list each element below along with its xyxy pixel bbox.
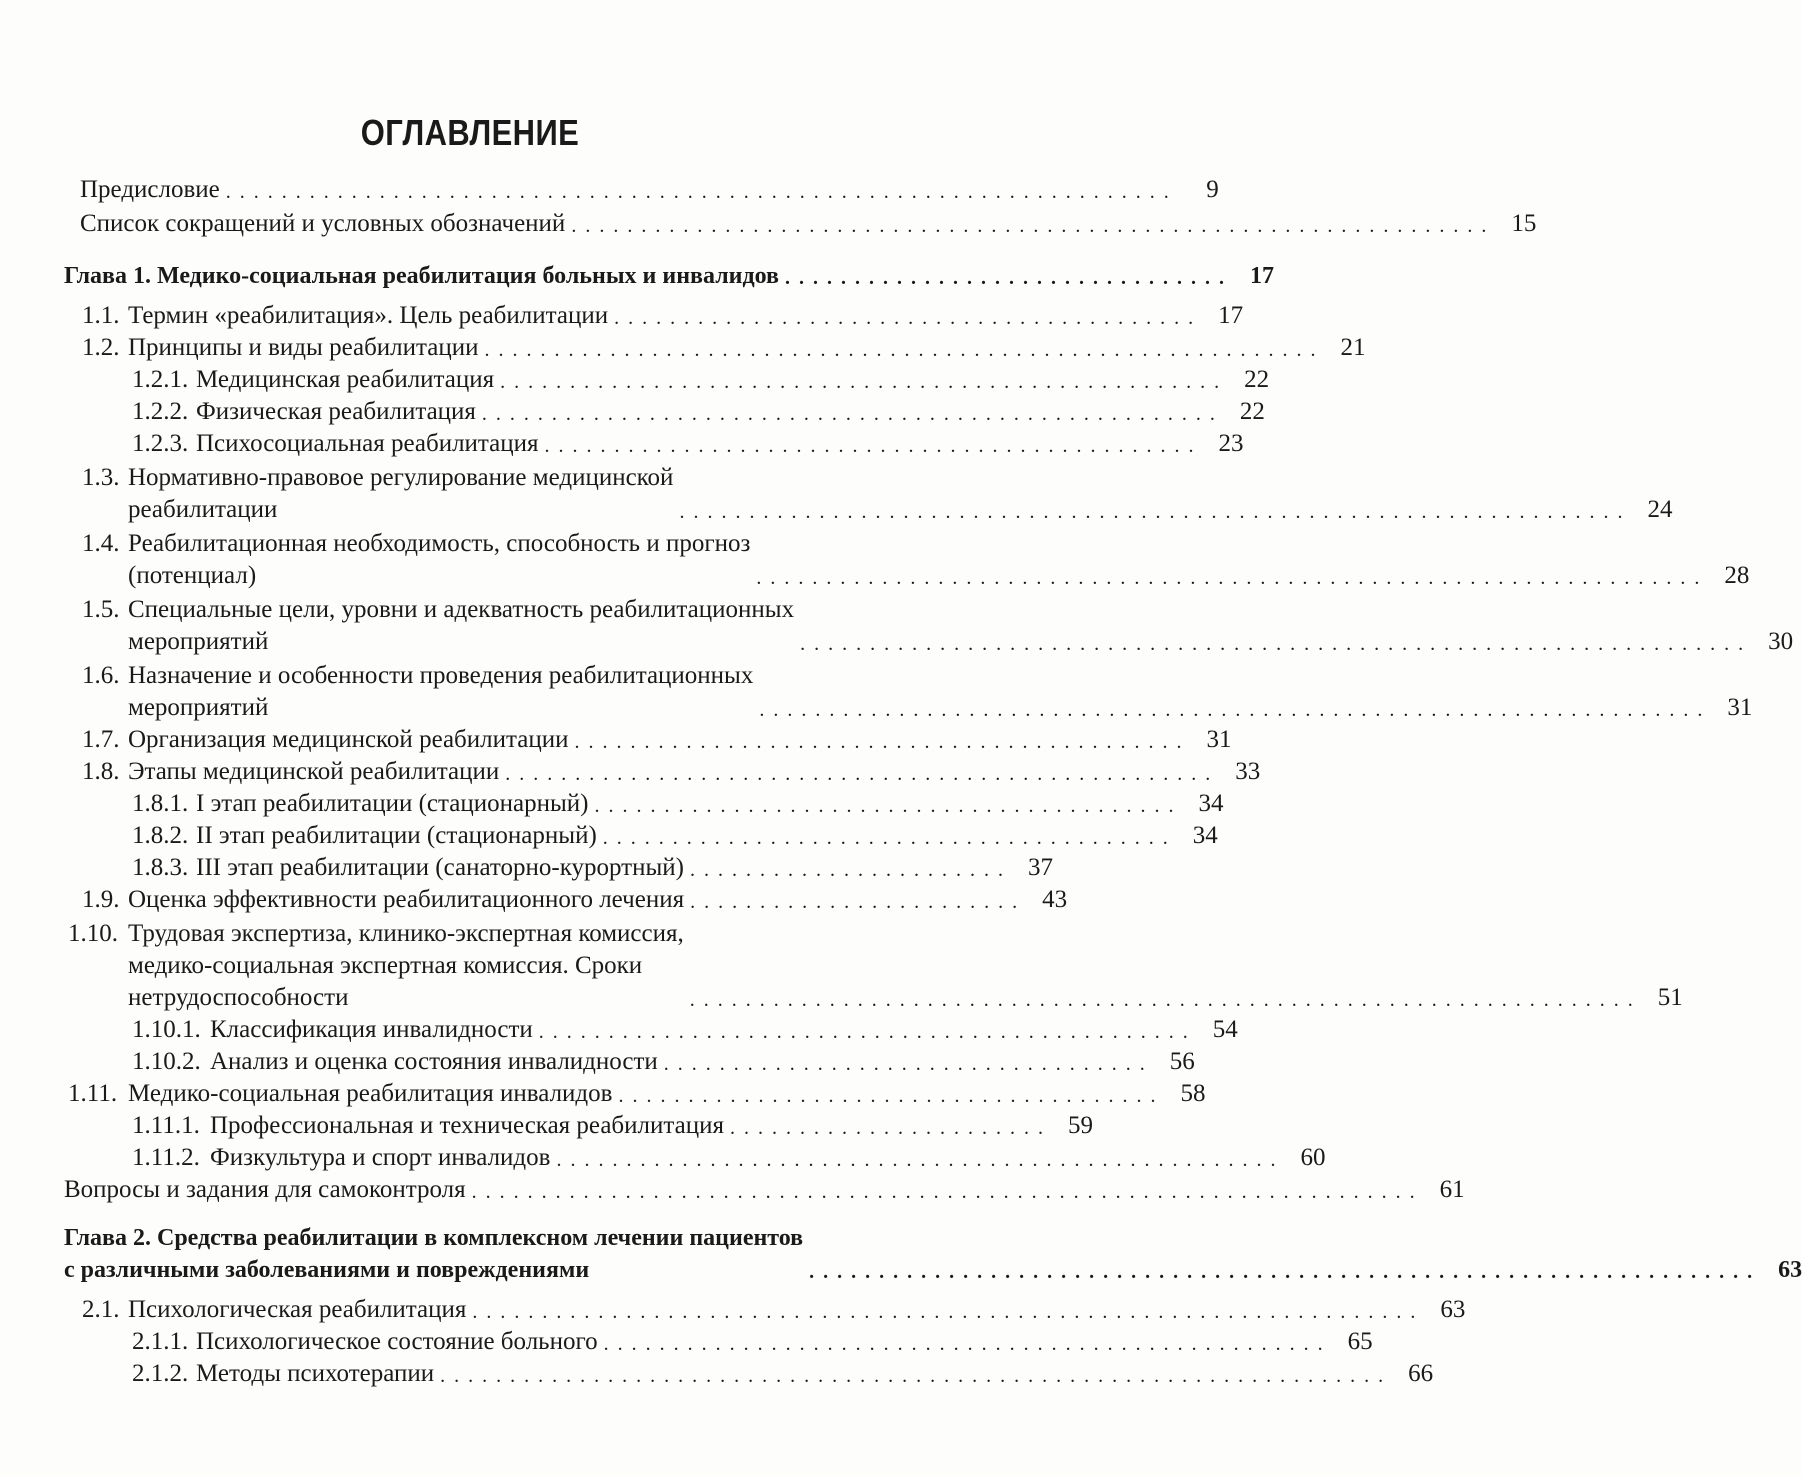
entry-label-line: Нормативно-правовое регулирование медицинской: [128, 464, 674, 491]
leader-dots: . . . . . . . . . . . . . . . . . . . . . . . . . . . . . . . . . . . . . . . . . . . .: [574, 731, 1184, 753]
leader-dots: . . . . . . . . . . . . . . . . . . . . . . .: [689, 859, 1005, 881]
entry-number: 1.2.1.: [132, 366, 189, 393]
toc-entry-1-2-3[interactable]: [132, 428, 1244, 460]
entry-number: 1.2.: [82, 334, 120, 361]
entry-page: 60: [1300, 1144, 1326, 1171]
leader-dots: . . . . . . . . . . . . . . . . . . . . . . . . . . . . . . . . . . . . . . . . . . . . . . .: [538, 1021, 1190, 1043]
entry-page: 58: [1180, 1080, 1206, 1107]
entry-label: Список сокращений и условных обозначений: [80, 210, 566, 237]
entry-page: 24: [1647, 496, 1673, 523]
leader-dots: . . . . . . . . . . . . . . . . . . . . . . .: [729, 1117, 1045, 1139]
entry-label-line: Специальные цели, уровни и адекватность реабилитационных: [128, 596, 795, 623]
entry-label-line: (потенциал): [128, 562, 257, 589]
entry-label: Физическая реабилитация: [196, 398, 476, 425]
entry-number: 1.11.2.: [132, 1144, 200, 1171]
entry-page: 63: [1440, 1296, 1466, 1323]
toc-entry-1-6[interactable]: [82, 660, 1753, 724]
entry-label-line: мероприятий: [128, 694, 269, 721]
toc-entry-1-8[interactable]: [82, 756, 1261, 788]
entry-label: [64, 1222, 803, 1286]
entry-label-line: с различными заболеваниями и повреждениями: [64, 1257, 590, 1283]
page-title: ОГЛАВЛЕНИЕ: [360, 112, 580, 153]
entry-label: Этапы медицинской реабилитации: [128, 758, 500, 785]
leader-dots: . . . . . . . . . . . . . . . . . . . . . . . . . . . . . . . . . . . . . . . . . . . . . . . . . . . . . . . . . . . . . . . . . . . .: [800, 633, 1746, 655]
toc-entry-1-2-1[interactable]: [132, 364, 1270, 396]
leader-dots: . . . . . . . . . . . . . . . . . . . . . . . . . . . . . . . . . . . . . . . . . . . . . . . . . . . . . . . . . . . . . . . . . .: [571, 215, 1489, 237]
toc-entry-abbreviations[interactable]: [80, 208, 1537, 240]
toc-entry-1-9[interactable]: [82, 884, 1068, 916]
entry-label: Психосоциальная реабилитация: [196, 430, 539, 457]
entry-page: 54: [1212, 1016, 1238, 1043]
toc-entry-2-1-2[interactable]: [132, 1358, 1434, 1390]
entry-page: 23: [1218, 430, 1244, 457]
leader-dots: . . . . . . . . . . . . . . . . . . . . . . . . . . . . . . . . . . . . . . . . . .: [614, 307, 1196, 329]
entry-label: [128, 594, 794, 658]
toc-entry-1-8-1[interactable]: [132, 788, 1224, 820]
entry-number: 1.11.: [68, 1080, 118, 1107]
entry-label: Методы психотерапии: [196, 1360, 435, 1387]
entry-label: Термин «реабилитация». Цель реабилитации: [128, 302, 609, 329]
leader-dots: . . . . . . . . . . . . . . . . . . . . . . . . . . . . . . . . . . . . . . . . . . . . . . . . . . . .: [603, 1333, 1325, 1355]
entry-label-line: Реабилитационная необходимость, способность и прогноз: [128, 530, 751, 557]
entry-number: 1.8.1.: [132, 790, 189, 817]
entry-label-line: нетрудоспособности: [128, 984, 349, 1011]
toc-entry-1-2[interactable]: [82, 332, 1366, 364]
entry-label: Глава 1. Медико-социальная реабилитация больных и инвалидов: [64, 263, 780, 289]
leader-dots: . . . . . . . . . . . . . . . . . . . . . . . .: [690, 891, 1020, 913]
entry-number: 2.1.: [82, 1296, 120, 1323]
toc-entry-1-11[interactable]: [68, 1078, 1206, 1110]
toc-entry-2-1-1[interactable]: [132, 1326, 1373, 1358]
entry-page: 21: [1340, 334, 1366, 361]
toc-chapter-1[interactable]: [64, 260, 1275, 292]
entry-page: 37: [1027, 854, 1053, 881]
entry-number: 1.10.1.: [132, 1016, 201, 1043]
entry-label: Медицинская реабилитация: [196, 366, 495, 393]
toc-entry-1-10-1[interactable]: [132, 1014, 1238, 1046]
leader-dots: . . . . . . . . . . . . . . . . . . . . . . . . . . . . . . . . . . . . . . . . . . . . . . . . . . . . . . . . . . . . . . . . . . . .: [471, 1181, 1417, 1203]
entry-page: 33: [1235, 758, 1261, 785]
entry-label: [128, 462, 673, 526]
leader-dots: . . . . . . . . . . . . . . . . . . . . . . . . . . . . . . . . . . . . . . . . . . . . . . . . . . . . . . . . . . . . . . . . . . . .: [756, 567, 1702, 589]
entry-label: [128, 918, 684, 1014]
entry-number: 2.1.1.: [132, 1328, 189, 1355]
entry-number: 1.2.2.: [132, 398, 189, 425]
toc-chapter-2[interactable]: [64, 1222, 1802, 1286]
entry-page: 22: [1239, 398, 1265, 425]
entry-page: 31: [1206, 726, 1232, 753]
entry-page: 56: [1169, 1048, 1195, 1075]
toc-entry-1-11-1[interactable]: [132, 1110, 1093, 1142]
entry-page: 17: [1250, 263, 1275, 289]
entry-number: 1.4.: [82, 530, 120, 557]
leader-dots: . . . . . . . . . . . . . . . . . . . . . . . . . . . . . . . . . . . . . . . . . . . . . . . . . . . .: [500, 371, 1222, 393]
leader-dots: . . . . . . . . . . . . . . . . . . . . . . . . . . . . . . . . . . . . . . . . . . . . . . . . . . . . . . . . . . . . . . . . . . . .: [679, 501, 1625, 523]
entry-number: 1.2.3.: [132, 430, 189, 457]
entry-page: 17: [1218, 302, 1244, 329]
toc-entry-preface[interactable]: [80, 174, 1219, 206]
leader-dots: . . . . . . . . . . . . . . . . . . . . . . . . . . . . . . . . . . . . . . . . .: [602, 827, 1170, 849]
leader-dots: . . . . . . . . . . . . . . . . . . . . . . . . . . . . . . . . . . . . . . . . . .: [594, 795, 1176, 817]
toc-entry-1-1[interactable]: [82, 300, 1244, 332]
leader-dots: . . . . . . . . . . . . . . . . . . . . . . . . . . . . . . . . . . . . . . . . . . . . . . . . . . .: [505, 763, 1213, 785]
entry-number: 2.1.2.: [132, 1360, 189, 1387]
entry-page: 34: [1198, 790, 1224, 817]
entry-number: 1.6.: [82, 662, 120, 689]
entry-number: 1.10.2.: [132, 1048, 201, 1075]
entry-number: 1.1.: [82, 302, 120, 329]
entry-label: Физкультура и спорт инвалидов: [210, 1144, 551, 1171]
entry-number: 1.9.: [82, 886, 120, 913]
toc-entry-1-10-2[interactable]: [132, 1046, 1195, 1078]
entry-label-line: Назначение и особенности проведения реабилитационных: [128, 662, 754, 689]
leader-dots: . . . . . . . . . . . . . . . . . . . . . . . . . . . . . . . . . . . . . . . . . . . . . . . . . . . . . . . . . . . . . . . . . . . .: [759, 699, 1705, 721]
leader-dots: . . . . . . . . . . . . . . . . . . . . . . . . . . . . . . . .: [785, 267, 1227, 289]
entry-label: Оценка эффективности реабилитационного лечения: [128, 886, 685, 913]
leader-dots: . . . . . . . . . . . . . . . . . . . . . . . . . . . . . . . . . . . . . . . . . . . . . . . . . . . . . . . . . . . . . . . . . . . .: [472, 1301, 1418, 1323]
entry-number: 1.8.2.: [132, 822, 189, 849]
entry-label: [128, 660, 753, 724]
table-of-contents: [0, 174, 1802, 1390]
leader-dots: . . . . . . . . . . . . . . . . . . . . . . . . . . . . . . . . . . . . . . . . . . . . . . .: [544, 435, 1196, 457]
toc-entry-self-check[interactable]: [64, 1174, 1465, 1206]
leader-dots: . . . . . . . . . . . . . . . . . . . . . . . . . . . . . . . . . . . . . . . . . . . . . . . . . . . . . . . . . . . . . . . . . . . .: [689, 989, 1635, 1011]
entry-page: 66: [1408, 1360, 1434, 1387]
toc-entry-1-11-2[interactable]: [132, 1142, 1326, 1174]
toc-entry-1-8-3[interactable]: [132, 852, 1053, 884]
entry-page: 28: [1724, 562, 1750, 589]
entry-label: Медико-социальная реабилитация инвалидов: [128, 1080, 613, 1107]
entry-label-line: мероприятий: [128, 628, 269, 655]
entry-label: Классификация инвалидности: [210, 1016, 533, 1043]
entry-label-line: реабилитации: [128, 496, 278, 523]
entry-page: 9: [1206, 176, 1219, 203]
entry-label: II этап реабилитации (стационарный): [196, 822, 597, 849]
leader-dots: . . . . . . . . . . . . . . . . . . . . . . . . . . . . . . . . . . . . . . .: [618, 1085, 1158, 1107]
toc-entry-1-4[interactable]: [82, 528, 1750, 592]
entry-page: 15: [1511, 210, 1537, 237]
entry-number: 1.11.1.: [132, 1112, 200, 1139]
entry-number: 1.3.: [82, 464, 120, 491]
entry-label: Принципы и виды реабилитации: [128, 334, 479, 361]
entry-page: 65: [1347, 1328, 1373, 1355]
entry-page: 30: [1768, 628, 1794, 655]
entry-label-line: Глава 2. Средства реабилитации в комплексном лечении пациентов: [64, 1225, 804, 1251]
leader-dots: . . . . . . . . . . . . . . . . . . . . . . . . . . . . . . . . . . . . . . . . . . . . . . . . . . . . .: [481, 403, 1217, 425]
toc-entry-1-7[interactable]: [82, 724, 1232, 756]
entry-page: 63: [1778, 1257, 1802, 1283]
toc-entry-2-1[interactable]: [82, 1294, 1466, 1326]
entry-page: 51: [1657, 984, 1683, 1011]
entry-label: [128, 528, 750, 592]
entry-label: Анализ и оценка состояния инвалидности: [210, 1048, 658, 1075]
entry-number: 1.8.3.: [132, 854, 189, 881]
entry-label: Психологическое состояние больного: [196, 1328, 598, 1355]
entry-label-line: медико-социальная экспертная комиссия. Сроки: [128, 952, 643, 979]
toc-entry-1-2-2[interactable]: [132, 396, 1265, 428]
entry-label: III этап реабилитации (санаторно-курортный): [196, 854, 684, 881]
leader-dots: . . . . . . . . . . . . . . . . . . . . . . . . . . . . . . . . . . . . . . . . . . . . . . . . . . . . . . . . . . . . . . . . . . . .: [225, 181, 1171, 203]
entry-page: 61: [1439, 1176, 1465, 1203]
entry-page: 59: [1067, 1112, 1093, 1139]
leader-dots: . . . . . . . . . . . . . . . . . . . . . . . . . . . . . . . . . . . . . . . . . . . . . . . . . . . . . . . . . . . .: [484, 339, 1318, 361]
entry-number: 1.8.: [82, 758, 120, 785]
entry-label: Предисловие: [80, 176, 220, 203]
toc-entry-1-3[interactable]: [82, 462, 1673, 526]
leader-dots: . . . . . . . . . . . . . . . . . . . . . . . . . . . . . . . . . . . . . . . . . . . . . . . . . . . . . . . . . . . . . . . . . . . .: [440, 1365, 1386, 1387]
toc-entry-1-5[interactable]: [82, 594, 1794, 658]
entry-label: Психологическая реабилитация: [128, 1296, 467, 1323]
entry-label-line: Трудовая экспертиза, клинико-экспертная комиссия,: [128, 920, 684, 947]
leader-dots: . . . . . . . . . . . . . . . . . . . . . . . . . . . . . . . . . . . . . . . . . . . . . . . . . . . . . . . . . . . . . . . . . . . .: [809, 1261, 1755, 1283]
entry-number: 1.10.: [68, 920, 118, 947]
entry-label: Профессиональная и техническая реабилитация: [210, 1112, 724, 1139]
entry-label: Вопросы и задания для самоконтроля: [64, 1176, 466, 1203]
entry-label: I этап реабилитации (стационарный): [196, 790, 589, 817]
entry-number: 1.7.: [82, 726, 120, 753]
entry-number: 1.5.: [82, 596, 120, 623]
entry-label: Организация медицинской реабилитации: [128, 726, 569, 753]
entry-page: 43: [1042, 886, 1068, 913]
toc-entry-1-8-2[interactable]: [132, 820, 1218, 852]
leader-dots: . . . . . . . . . . . . . . . . . . . . . . . . . . . . . . . . . . . . . . . . . . . . . . . . . . . .: [556, 1149, 1278, 1171]
entry-page: 31: [1727, 694, 1753, 721]
entry-page: 22: [1244, 366, 1270, 393]
toc-entry-1-10[interactable]: [68, 918, 1683, 1014]
leader-dots: . . . . . . . . . . . . . . . . . . . . . . . . . . . . . . . . . . .: [663, 1053, 1147, 1075]
entry-page: 34: [1192, 822, 1218, 849]
